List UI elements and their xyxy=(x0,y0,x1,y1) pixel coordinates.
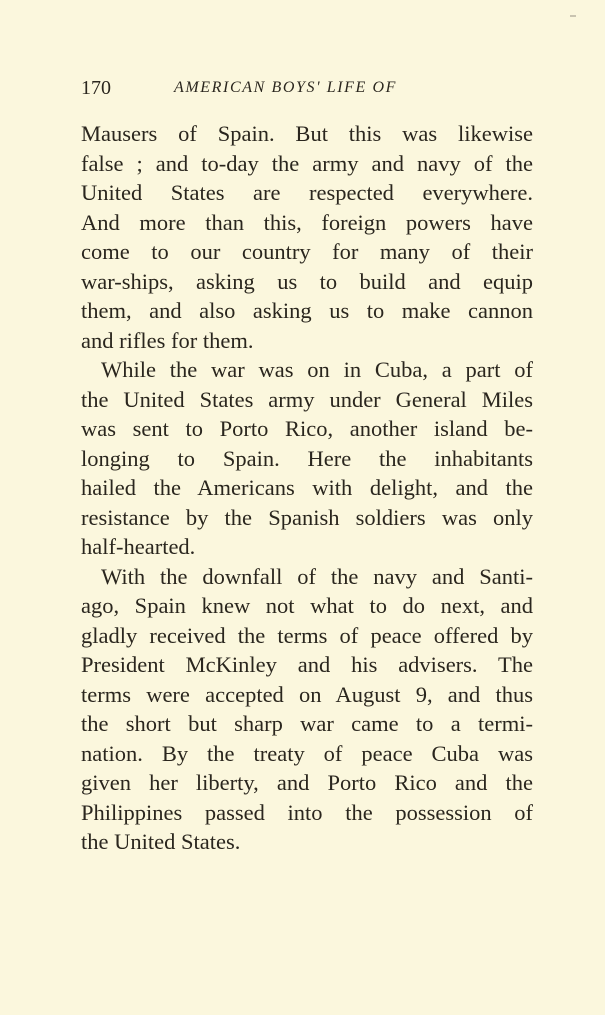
text-line: While the war was on in Cuba, a part of xyxy=(101,357,533,382)
text-line: half-hearted. xyxy=(81,534,196,559)
text-line: With the downfall of the navy and Santi- xyxy=(101,563,533,589)
text-line: given her liberty, and Porto Rico and the xyxy=(81,770,533,795)
text-line: come to our country for many of their xyxy=(81,239,533,264)
text-line: nation. By the treaty of peace Cuba was xyxy=(81,740,533,766)
text-line: United States are respected everywhere. xyxy=(81,180,533,205)
text-line: the United States army under General Miles xyxy=(81,386,533,412)
text-line: and rifles for them. xyxy=(81,327,254,353)
text-line: ago, Spain knew not what to do next, and xyxy=(81,593,533,618)
text-line: resistance by the Spanish soldiers was only xyxy=(81,504,533,530)
text-line: longing to Spain. Here the inhabitants xyxy=(81,445,533,471)
text-line: terms were accepted on August 9, and thus xyxy=(81,681,533,707)
text-line: Philippines passed into the possession of xyxy=(81,799,533,825)
text-line: President McKinley and his advisers. The xyxy=(81,652,533,677)
running-head: AMERICAN BOYS' LIFE OF xyxy=(174,79,398,96)
page-header xyxy=(81,74,541,102)
scan-mark xyxy=(570,15,576,17)
text-line: war-ships, asking us to build and equip xyxy=(81,268,533,294)
text-line: Mausers of Spain. But this was likewise xyxy=(81,121,533,146)
text-line: false ; and to-day the army and navy of the xyxy=(81,150,533,176)
text-line: hailed the Americans with delight, and the xyxy=(81,475,533,500)
text-line: the United States. xyxy=(81,829,241,854)
text-line: gladly received the terms of peace offered by xyxy=(81,622,533,648)
text-line: the short but sharp war came to a termi- xyxy=(81,711,533,736)
body-text xyxy=(81,119,533,857)
text-line: them, and also asking us to make cannon xyxy=(81,298,533,323)
text-line: was sent to Porto Rico, another island be- xyxy=(81,416,533,441)
page-number: 170 xyxy=(81,77,111,99)
text-line: And more than this, foreign powers have xyxy=(81,209,533,235)
